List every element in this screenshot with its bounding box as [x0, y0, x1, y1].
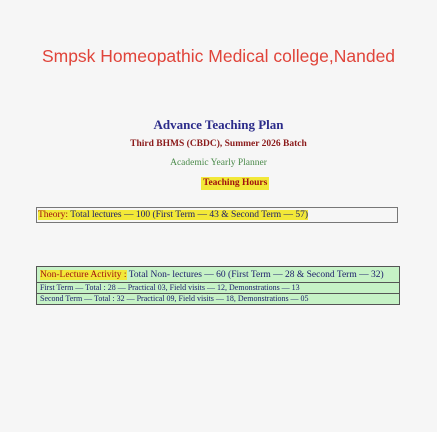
plan-subheading: Third BHMS (CBDC), Summer 2026 Batch	[130, 139, 307, 149]
second-term-row: Second Term — Total : 32 — Practical 09, Field visits — 18, Demonstrations — 05	[37, 293, 399, 304]
non-lecture-label: Non-Lecture Activity :	[40, 270, 127, 280]
non-lecture-summary: Total Non- lectures — 60 (First Term — 28 & Second Term — 32)	[126, 270, 384, 280]
teaching-hours-label: Teaching Hours	[203, 178, 268, 188]
non-lecture-header	[37, 267, 399, 283]
theory-box	[36, 207, 398, 223]
planner-label: Academic Yearly Planner	[170, 158, 267, 168]
plan-heading: Advance Teaching Plan	[153, 117, 284, 132]
non-lecture-box	[36, 266, 400, 305]
theory-label: Theory:	[38, 210, 69, 220]
college-title: Smpsk Homeopathic Medical college,Nanded	[41, 46, 396, 66]
theory-text: Total lectures — 100 (First Term — 43 & Second Term — 57)	[68, 210, 309, 220]
first-term-row: First Term — Total : 28 — Practical 03, Field visits — 12, Demonstrations — 13	[40, 283, 300, 292]
